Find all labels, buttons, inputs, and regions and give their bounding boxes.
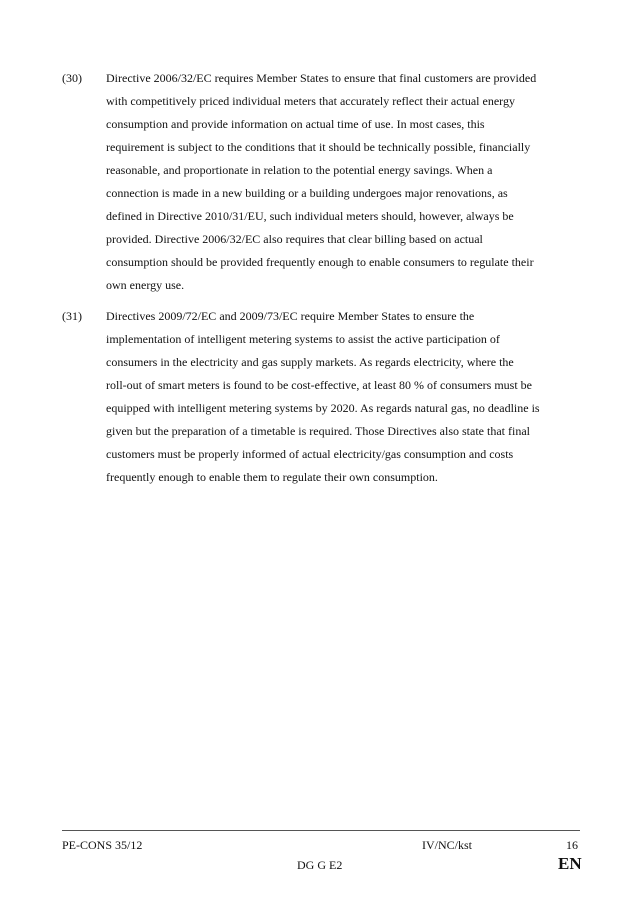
- paragraph-body: [106, 305, 584, 489]
- text-line: frequently enough to enable them to regulate their own consumption.: [106, 470, 438, 484]
- paragraph-number: (31): [62, 309, 82, 323]
- footer-directorate: DG G E2: [297, 858, 343, 872]
- paragraph-number: (30): [62, 71, 82, 85]
- text-line: consumption should be provided frequently enough to enable consumers to regulate their: [106, 255, 534, 269]
- text-line: given but the preparation of a timetable is required. Those Directives also state that final: [106, 424, 530, 438]
- text-line: implementation of intelligent metering systems to assist the active participation of: [106, 332, 500, 346]
- text-line: equipped with intelligent metering systems by 2020. As regards natural gas, no deadline is: [106, 401, 540, 415]
- text-line: connection is made in a new building or a building undergoes major renovations, as: [106, 186, 508, 200]
- text-line: customers must be properly informed of actual electricity/gas consumption and costs: [106, 447, 514, 461]
- footer-initials: IV/NC/kst: [422, 838, 473, 852]
- page-number: 16: [566, 838, 578, 852]
- text-line: own energy use.: [106, 278, 185, 292]
- footer-reference: PE-CONS 35/12: [62, 838, 143, 852]
- text-line: consumers in the electricity and gas supply markets. As regards electricity, where the: [106, 355, 514, 369]
- text-line: requirement is subject to the conditions that it should be technically possible, financially: [106, 140, 531, 154]
- text-line: provided. Directive 2006/32/EC also requires that clear billing based on actual: [106, 232, 483, 246]
- text-line: defined in Directive 2010/31/EU, such individual meters should, however, always be: [106, 209, 514, 223]
- text-line: consumption and provide information on actual time of use. In most cases, this: [106, 117, 485, 131]
- footer-divider: [62, 830, 580, 831]
- paragraph-body: [106, 67, 584, 297]
- text-line: with competitively priced individual meters that accurately reflect their actual energy: [106, 94, 515, 108]
- language-code: EN: [558, 854, 582, 873]
- text-line: Directives 2009/72/EC and 2009/73/EC require Member States to ensure the: [106, 309, 475, 323]
- text-line: reasonable, and proportionate in relation to the potential energy savings. When a: [106, 163, 493, 177]
- text-line: Directive 2006/32/EC requires Member States to ensure that final customers are provided: [106, 71, 537, 85]
- text-line: roll-out of smart meters is found to be cost-effective, at least 80 % of consumers must be: [106, 378, 532, 392]
